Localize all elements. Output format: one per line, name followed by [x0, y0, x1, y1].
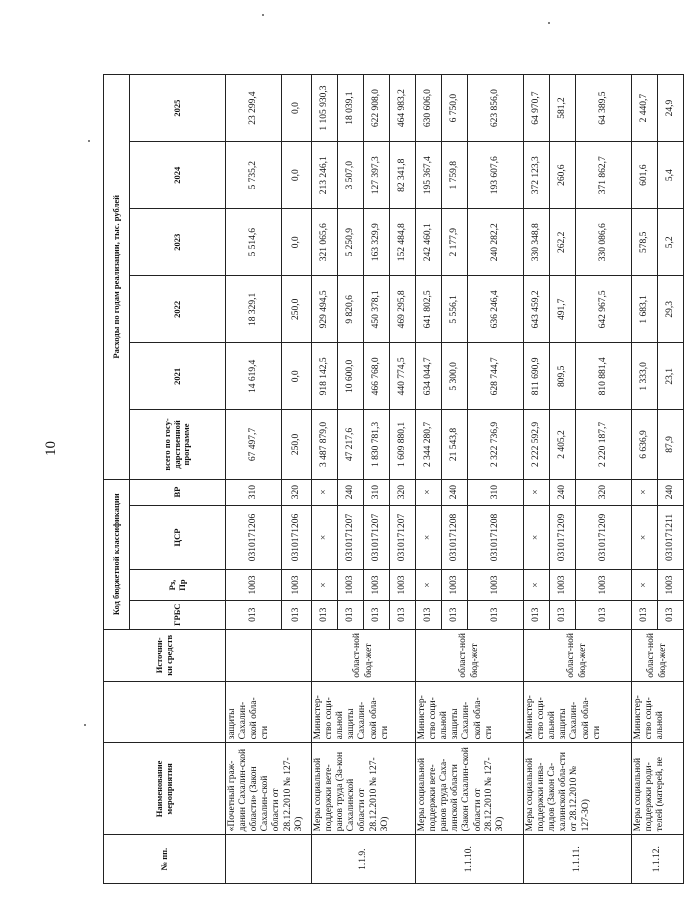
table-row: [524, 75, 550, 884]
cell-2022: 929 494,5: [312, 276, 338, 343]
cell-total: 2 220 187,7: [576, 410, 632, 479]
scan-speck: [88, 140, 90, 142]
cell-rzpr: ×: [632, 570, 658, 600]
cell-2023: 152 484,8: [390, 209, 416, 276]
cell-2021: 811 690,9: [524, 343, 550, 410]
cell-2022: 469 295,8: [390, 276, 416, 343]
row-source: област-ной бюд-жет: [632, 629, 684, 681]
cell-2022: 491,7: [550, 276, 576, 343]
cell-vr: 320: [282, 479, 312, 505]
cell-grbs: 013: [312, 600, 338, 629]
cell-csr: 0310171206: [226, 505, 282, 570]
cell-2024: 0,0: [282, 142, 312, 209]
cell-2023: 262,2: [550, 209, 576, 276]
cell-2024: 213 246,1: [312, 142, 338, 209]
cell-2025: 2 440,7: [632, 75, 658, 142]
row-source: област-ной бюд-жет: [312, 629, 416, 681]
row-name: Меры социальной поддержки роди-телей (матерей, не: [632, 743, 684, 835]
row-name: Меры социальной поддержки инва-лидов (Закон Са-халинской обла-сти от 28.12.2010 № 127-ЗО): [524, 743, 632, 835]
cell-2024: 260,6: [550, 142, 576, 209]
cell-total: 2 405,2: [550, 410, 576, 479]
cell-2025: 18 039,1: [338, 75, 364, 142]
row-executor: Министер-ство соци-альной защиты Сахалин-ской обла-сти: [312, 681, 416, 743]
scan-speck: [84, 724, 86, 726]
cell-2023: 5,2: [658, 209, 684, 276]
cell-csr: 0310171206: [282, 505, 312, 570]
cell-csr: 0310171208: [468, 505, 524, 570]
cell-grbs: 013: [416, 600, 442, 629]
cell-total: 3 487 879,0: [312, 410, 338, 479]
row-num: [226, 835, 312, 884]
row-executor: Министер-ство соци-альной защиты Сахалин-ской обла-сти: [416, 681, 524, 743]
table-row: [416, 75, 442, 884]
cell-2022: 1 683,1: [632, 276, 658, 343]
cell-2023: 330 348,8: [524, 209, 550, 276]
cell-vr: 320: [576, 479, 632, 505]
cell-2025: 630 606,0: [416, 75, 442, 142]
cell-2021: 10 600,0: [338, 343, 364, 410]
cell-2022: 18 329,1: [226, 276, 282, 343]
cell-2025: 581,2: [550, 75, 576, 142]
row-executor: защиты Сахалин-ской обла-сти: [226, 681, 312, 743]
cell-2022: 450 378,1: [364, 276, 390, 343]
cell-rzpr: 1003: [550, 570, 576, 600]
header-code-group: Код бюджетной классификации: [104, 479, 130, 629]
cell-2024: 127 397,3: [364, 142, 390, 209]
cell-2023: 5 514,6: [226, 209, 282, 276]
cell-grbs: 013: [550, 600, 576, 629]
row-name: Меры социальной поддержки вете-ранов труда (За-кон Сахалинской области от 28.12.2010 № 127-ЗО): [312, 743, 416, 835]
cell-2023: 242 460,1: [416, 209, 442, 276]
cell-grbs: 013: [226, 600, 282, 629]
header-num: № пп.: [104, 835, 226, 884]
cell-2024: 1 759,8: [442, 142, 468, 209]
cell-2023: 163 329,9: [364, 209, 390, 276]
cell-csr: 0310171209: [550, 505, 576, 570]
header-2021: 2021: [130, 343, 226, 410]
cell-vr: ×: [416, 479, 442, 505]
expenses-table: [103, 74, 684, 884]
cell-2025: 623 856,0: [468, 75, 524, 142]
cell-vr: 310: [364, 479, 390, 505]
cell-2022: 9 820,6: [338, 276, 364, 343]
cell-vr: ×: [632, 479, 658, 505]
cell-vr: 310: [226, 479, 282, 505]
cell-total: 1 609 880,1: [390, 410, 416, 479]
cell-2021: 634 044,7: [416, 343, 442, 410]
cell-grbs: 013: [364, 600, 390, 629]
header-2022: 2022: [130, 276, 226, 343]
cell-grbs: 013: [632, 600, 658, 629]
cell-grbs: 013: [468, 600, 524, 629]
cell-vr: 240: [550, 479, 576, 505]
row-num: 1.1.12.: [632, 835, 684, 884]
cell-csr: ×: [632, 505, 658, 570]
cell-csr: ×: [524, 505, 550, 570]
cell-2024: 5 735,2: [226, 142, 282, 209]
cell-total: 21 543,8: [442, 410, 468, 479]
cell-csr: 0310171208: [442, 505, 468, 570]
row-name: «Почетный граж-данин Сахалин-ской области» (Закон Сахалин-ской области от 28.12.2010 № 127-ЗО): [226, 743, 312, 835]
cell-2023: 5 250,9: [338, 209, 364, 276]
header-2023: 2023: [130, 209, 226, 276]
cell-2021: 440 774,5: [390, 343, 416, 410]
cell-2022: 250,0: [282, 276, 312, 343]
header-grbs: ГРБС: [130, 600, 226, 629]
cell-2021: 628 744,7: [468, 343, 524, 410]
cell-2024: 193 607,6: [468, 142, 524, 209]
cell-csr: 0310171207: [364, 505, 390, 570]
cell-2024: 371 862,7: [576, 142, 632, 209]
row-source: област-ной бюд-жет: [524, 629, 632, 681]
cell-2022: 636 246,4: [468, 276, 524, 343]
cell-2024: 3 507,0: [338, 142, 364, 209]
cell-2022: 29,3: [658, 276, 684, 343]
cell-rzpr: 1003: [390, 570, 416, 600]
cell-vr: ×: [312, 479, 338, 505]
header-rzpr: Рз, Пр: [130, 570, 226, 600]
cell-grbs: 013: [338, 600, 364, 629]
row-source: област-ной бюд-жет: [416, 629, 524, 681]
cell-grbs: 013: [524, 600, 550, 629]
cell-rzpr: 1003: [442, 570, 468, 600]
cell-2025: 23 299,4: [226, 75, 282, 142]
cell-total: 250,0: [282, 410, 312, 479]
cell-grbs: 013: [576, 600, 632, 629]
cell-total: 47 217,6: [338, 410, 364, 479]
cell-csr: 0310171211: [658, 505, 684, 570]
cell-2023: 2 177,9: [442, 209, 468, 276]
cell-2024: 5,4: [658, 142, 684, 209]
cell-csr: 0310171207: [390, 505, 416, 570]
cell-2022: 5 556,1: [442, 276, 468, 343]
cell-2021: 466 768,0: [364, 343, 390, 410]
row-num: 1.1.10.: [416, 835, 524, 884]
cell-vr: 240: [658, 479, 684, 505]
header-csr: ЦСР: [130, 505, 226, 570]
cell-2021: 1 333,0: [632, 343, 658, 410]
row-executor: Министер-ство соци-альной защиты Сахалин-ской обла-сти: [524, 681, 632, 743]
cell-2025: 6 750,0: [442, 75, 468, 142]
cell-2025: 64 389,5: [576, 75, 632, 142]
cell-total: 6 636,9: [632, 410, 658, 479]
cell-rzpr: ×: [312, 570, 338, 600]
cell-grbs: 013: [390, 600, 416, 629]
cell-2025: 622 908,0: [364, 75, 390, 142]
header-name: Наименование мероприятия: [104, 743, 226, 835]
page-number: 10: [43, 441, 59, 456]
cell-grbs: 013: [442, 600, 468, 629]
cell-total: 2 222 592,9: [524, 410, 550, 479]
cell-2025: 64 970,7: [524, 75, 550, 142]
cell-2023: 330 086,6: [576, 209, 632, 276]
table-row: [632, 75, 658, 884]
cell-total: 87,9: [658, 410, 684, 479]
row-num: 1.1.11.: [524, 835, 632, 884]
cell-vr: 310: [468, 479, 524, 505]
cell-csr: 0310171207: [338, 505, 364, 570]
cell-2021: 809,5: [550, 343, 576, 410]
cell-grbs: 013: [658, 600, 684, 629]
cell-2024: 82 341,8: [390, 142, 416, 209]
cell-rzpr: ×: [416, 570, 442, 600]
cell-2023: 0,0: [282, 209, 312, 276]
header-executor: [104, 681, 226, 743]
cell-grbs: 013: [282, 600, 312, 629]
cell-csr: ×: [416, 505, 442, 570]
cell-rzpr: 1003: [282, 570, 312, 600]
cell-2021: 14 619,4: [226, 343, 282, 410]
cell-2024: 195 367,4: [416, 142, 442, 209]
cell-2023: 321 065,6: [312, 209, 338, 276]
rotated-table-wrapper: [103, 74, 675, 884]
cell-total: 2 322 736,9: [468, 410, 524, 479]
scan-speck: [548, 22, 550, 24]
cell-2022: 642 967,5: [576, 276, 632, 343]
cell-2024: 601,6: [632, 142, 658, 209]
row-executor: Министер-ство соци-альной: [632, 681, 684, 743]
cell-2025: 24,9: [658, 75, 684, 142]
cell-csr: 0310171209: [576, 505, 632, 570]
header-expenses-group: Расходы по годам реализации, тыс. рублей: [104, 75, 130, 480]
cell-rzpr: ×: [524, 570, 550, 600]
cell-2021: 0,0: [282, 343, 312, 410]
cell-rzpr: 1003: [658, 570, 684, 600]
scan-speck: [262, 14, 264, 16]
cell-2021: 918 142,5: [312, 343, 338, 410]
cell-vr: 240: [338, 479, 364, 505]
cell-2021: 810 881,4: [576, 343, 632, 410]
cell-csr: ×: [312, 505, 338, 570]
cell-rzpr: 1003: [576, 570, 632, 600]
row-source: [226, 629, 312, 681]
cell-rzpr: 1003: [226, 570, 282, 600]
header-2025: 2025: [130, 75, 226, 142]
cell-2021: 5 300,0: [442, 343, 468, 410]
row-name: Меры социальной поддержки вете-ранов труда Саха-линской области (Закон Сахалин-ской области от 28.12.2010 № 127-ЗО): [416, 743, 524, 835]
cell-2022: 641 802,5: [416, 276, 442, 343]
cell-vr: ×: [524, 479, 550, 505]
table-row: [312, 75, 338, 884]
cell-total: 2 344 280,7: [416, 410, 442, 479]
row-num: 1.1.9.: [312, 835, 416, 884]
header-2024: 2024: [130, 142, 226, 209]
cell-total: 67 497,7: [226, 410, 282, 479]
table-row: [226, 75, 282, 884]
header-vr: ВР: [130, 479, 226, 505]
cell-2023: 578,5: [632, 209, 658, 276]
cell-rzpr: 1003: [364, 570, 390, 600]
cell-total: 1 830 781,3: [364, 410, 390, 479]
cell-2024: 372 123,3: [524, 142, 550, 209]
cell-2025: 1 105 930,3: [312, 75, 338, 142]
cell-2025: 0,0: [282, 75, 312, 142]
cell-2023: 240 282,2: [468, 209, 524, 276]
cell-rzpr: 1003: [468, 570, 524, 600]
cell-2021: 23,1: [658, 343, 684, 410]
header-source: Источни-ки средств: [104, 629, 226, 681]
cell-2025: 464 983,2: [390, 75, 416, 142]
cell-vr: 240: [442, 479, 468, 505]
header-total: всего по госу-дарственной программе: [130, 410, 226, 479]
cell-rzpr: 1003: [338, 570, 364, 600]
cell-vr: 320: [390, 479, 416, 505]
cell-2022: 643 459,2: [524, 276, 550, 343]
